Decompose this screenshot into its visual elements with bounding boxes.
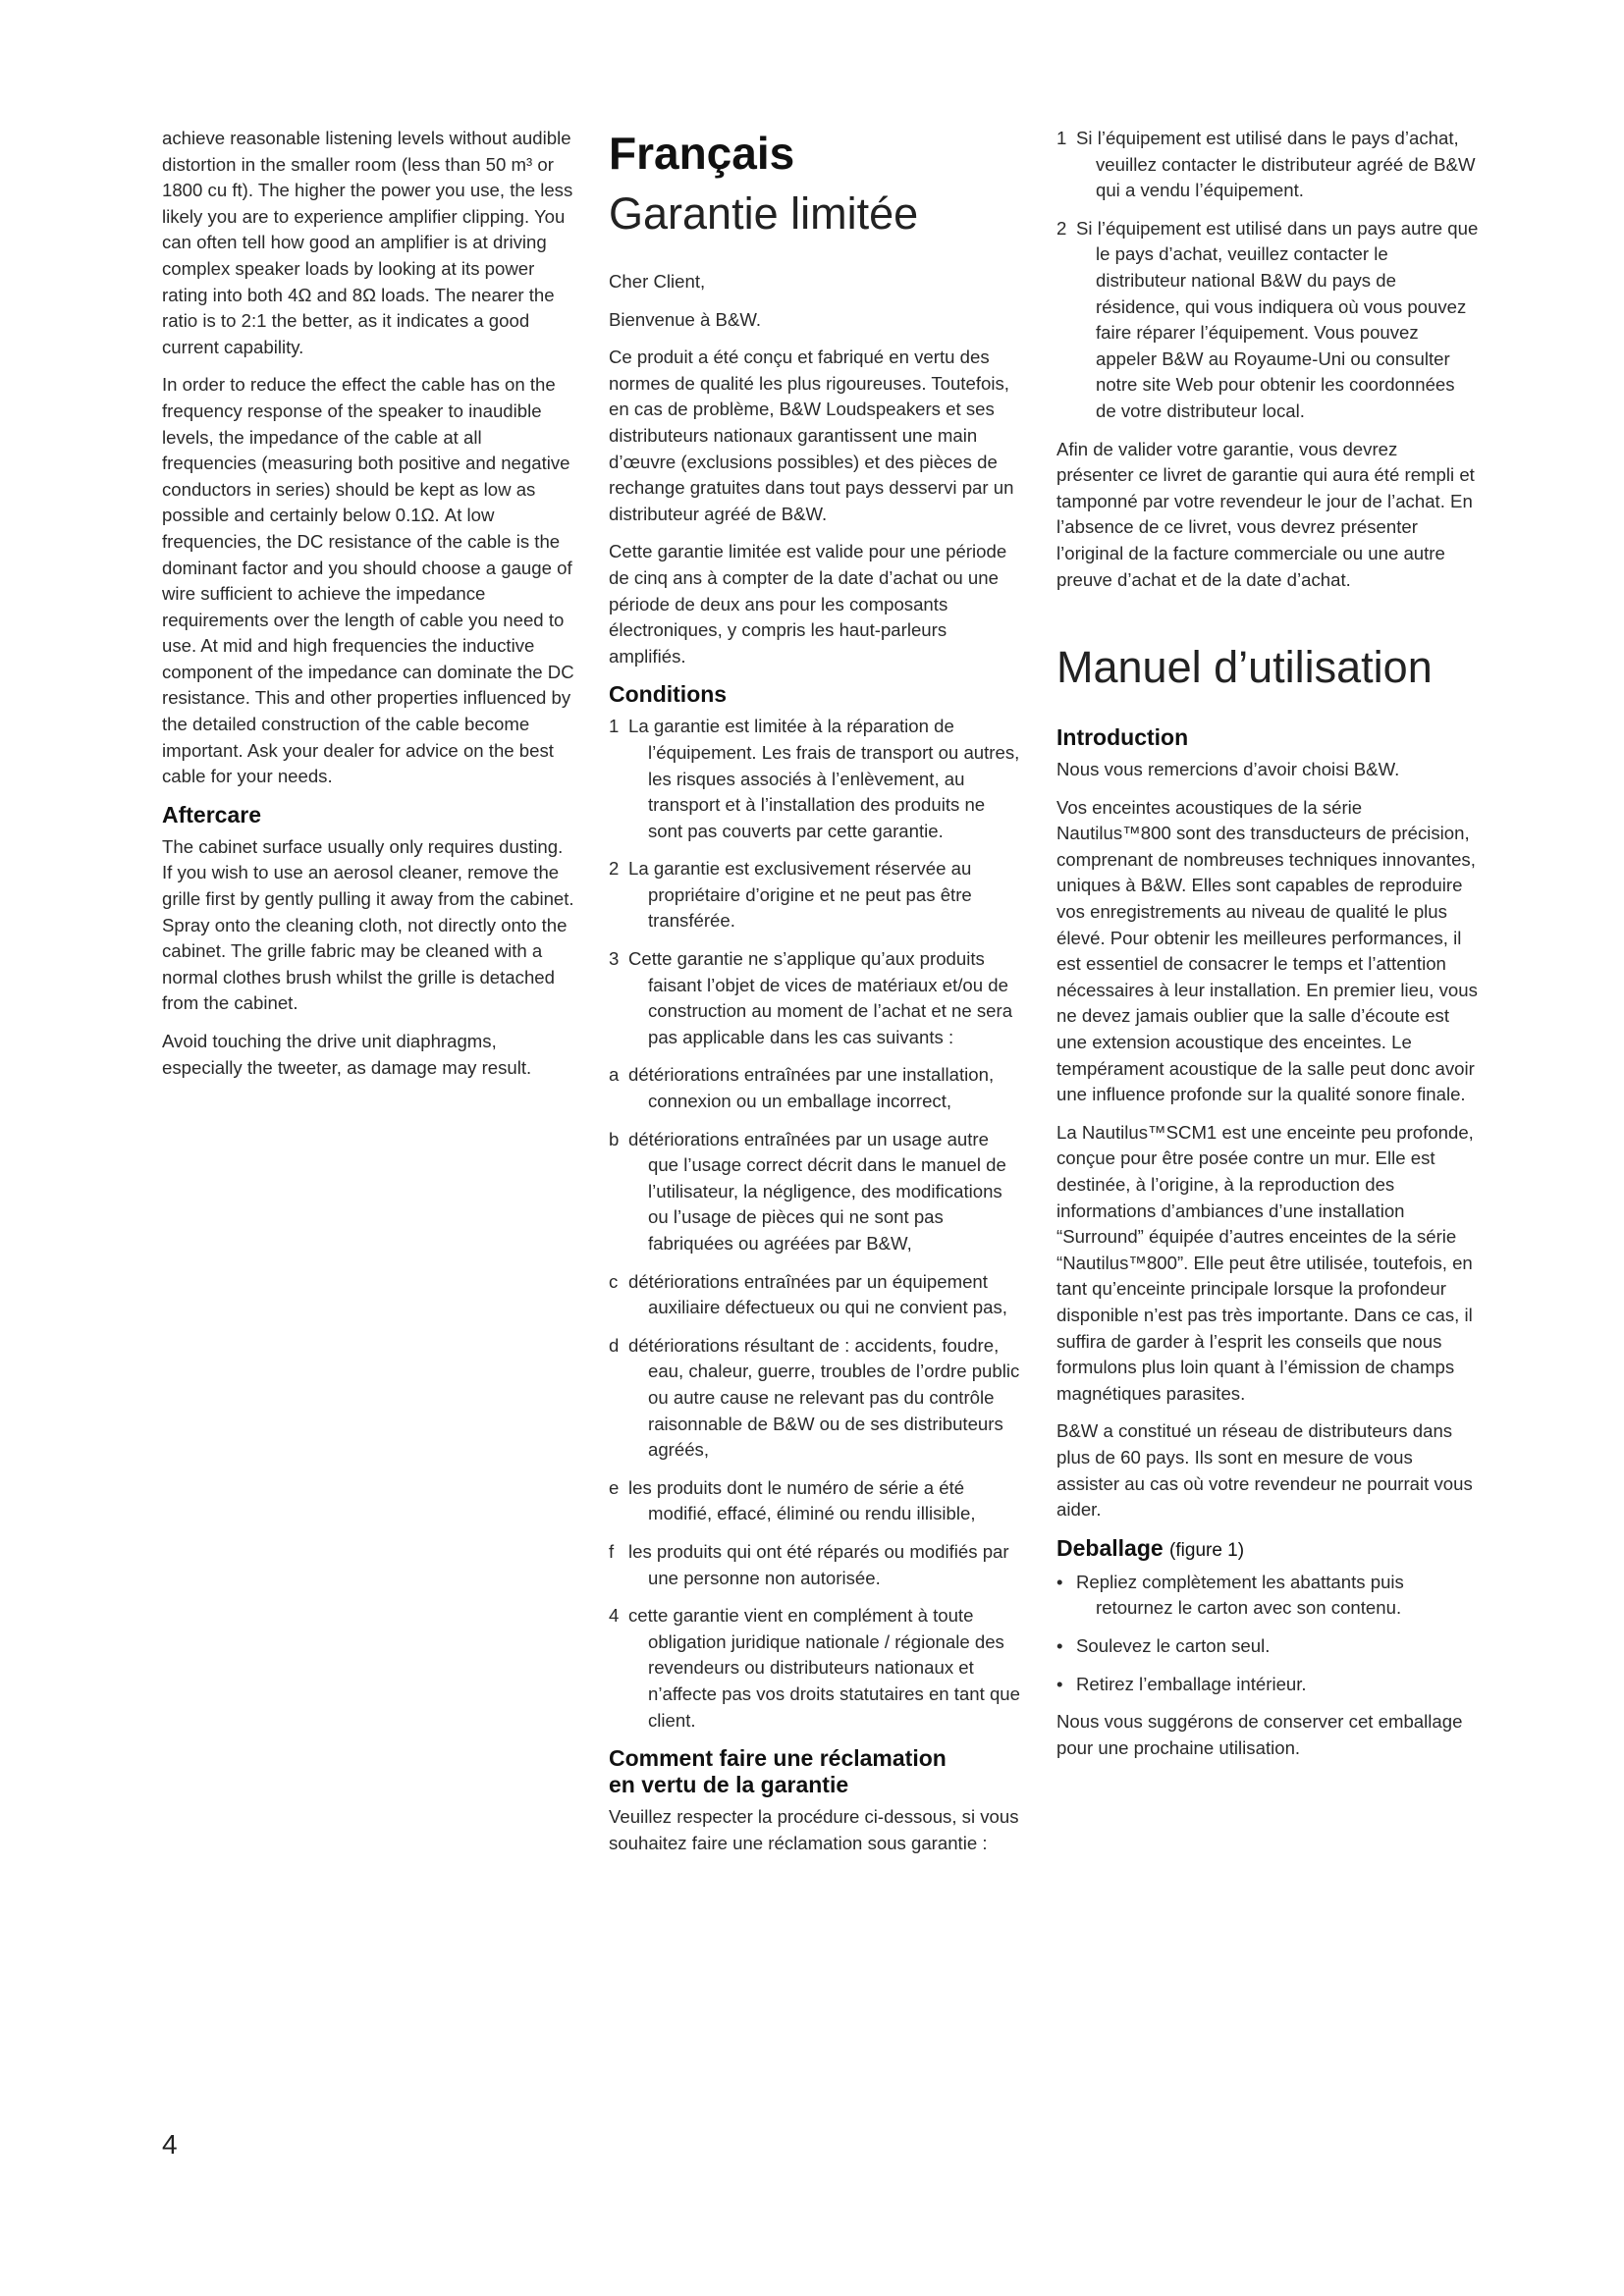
list-marker: f [609, 1540, 615, 1562]
list-item [609, 1127, 1023, 1257]
body-paragraph: B&W a constitué un réseau de distributeurs dans plus de 60 pays. Ils sont en mesure de vous assister au cas où votre revendeur ne pourrait vous aider. [1056, 1420, 1473, 1521]
list-item [609, 1539, 1023, 1591]
list-item [609, 856, 1023, 934]
body-paragraph: Cher Client, [609, 271, 706, 292]
bullet-marker: • [1056, 1571, 1063, 1592]
language-heading: Français [609, 128, 795, 179]
bullet-text: Soulevez le carton seul. [1076, 1634, 1271, 1656]
section-heading-introduction: Introduction [1056, 724, 1189, 751]
list-marker: 3 [609, 948, 620, 970]
list-marker: c [609, 1270, 619, 1292]
list-item [609, 1475, 1023, 1527]
list-item-text: Si l’équipement est utilisé dans le pays d’achat, veuillez contacter le distributeur agréé de B&W qui a vendu l’équipement. [1076, 128, 1476, 201]
list-item-text: Cette garantie ne s’applique qu’aux produits faisant l’objet de vices de matériaux et/ou de construction au moment de l’achat et ne sera pas applicable dans les cas suivants : [628, 948, 1013, 1047]
column-middle [609, 126, 1023, 1868]
list-item [609, 1333, 1023, 1464]
body-paragraph: The cabinet surface usually only requires dusting. If you wish to use an aerosol cleaner, remove the grille first by gently pulling it away from the cabinet. Spray onto the cleaning cloth, not directly onto the cabinet. The grille fabric may be cleaned with a normal clothes brush whilst the grille is detached from the cabinet. [162, 835, 574, 1014]
list-item [609, 946, 1023, 1050]
bullet-marker: • [1056, 1673, 1063, 1694]
list-item [1056, 216, 1479, 425]
list-item-text: détériorations entraînées par une installation, connexion ou un emballage incorrect, [628, 1064, 995, 1112]
body-paragraph: Afin de valider votre garantie, vous devrez présenter ce livret de garantie qui aura été rempli et tamponné par votre revendeur le jour de l’achat. En l’absence de ce livret, vous devrez présenter l’original de la facture commerciale ou une autre preuve d’achat et de la date d’achat. [1056, 438, 1475, 590]
list-marker: 2 [1056, 217, 1067, 239]
list-item-text: les produits dont le numéro de série a été modifié, effacé, éliminé ou rendu illisible, [628, 1476, 976, 1524]
list-item-text: cette garantie vient en complément à toute obligation juridique nationale / régionale des revendeurs ou distributeurs nationaux et n’affecte pas vos droits statutaires en tant que client. [628, 1605, 1020, 1731]
list-item [609, 714, 1023, 844]
list-item [609, 1269, 1023, 1321]
list-marker: 4 [609, 1605, 620, 1627]
section-heading-deballage [1056, 1535, 1479, 1564]
list-marker: 1 [609, 716, 620, 737]
body-paragraph: Vos enceintes acoustiques de la série Nautilus™800 sont des transducteurs de précision, comprenant de nombreuses techniques innovantes, uniques à B&W. Elles sont capables de reproduire vos enregistrements au niveau de qualité le plus élevé. Pour obtenir les meilleures performances, il est essentiel de consacrer le temps et l’attention nécessaires à leur installation. En premier lieu, vous ne devez jamais oublier que la salle d’écoute est une extension acoustique des enceintes. Le tempérament acoustique de la salle peut donc avoir une influence profonde sur la qualité sonore finale. [1056, 796, 1478, 1105]
page-number: 4 [162, 2129, 178, 2160]
list-item-text: La garantie est exclusivement réservée au propriétaire d’origine et ne peut pas être transférée. [628, 858, 972, 932]
section-heading-aftercare: Aftercare [162, 801, 261, 828]
list-marker: a [609, 1064, 620, 1086]
column-left [162, 126, 574, 1093]
section-heading-conditions: Conditions [609, 681, 728, 708]
bullet-item [1056, 1633, 1479, 1660]
body-paragraph: La Nautilus™SCM1 est une enceinte peu profonde, conçue pour être posée contre un mur. Elle est destinée, à l’origine, à la reproduction des informations d’ambiances d’une installation “Surround” équipée d’autres enceintes de la série “Nautilus™800”. Elle peut être utilisée, toutefois, en tant qu’enceinte principale lorsque la profondeur disponible n’est pas très importante. Dans ce cas, il suffira de garder à l’esprit les conseils que nous formulons plus loin quant à l’émission de champs magnétiques parasites. [1056, 1121, 1474, 1404]
list-item-text: détériorations entraînées par un usage autre que l’usage correct décrit dans le manuel de l’utilisateur, la négligence, des modifications ou l’usage de pièces qui ne sont pas fabriquées ou agréées par B&W, [628, 1128, 1006, 1254]
bullet-text: Retirez l’emballage intérieur. [1076, 1673, 1307, 1694]
bullet-text: Repliez complètement les abattants puis retournez le carton avec son contenu. [1076, 1571, 1404, 1619]
bullet-item [1056, 1570, 1479, 1622]
page-title: Garantie limitée [609, 188, 919, 239]
body-paragraph: Ce produit a été conçu et fabriqué en vertu des normes de qualité les plus rigoureuses. Toutefois, en cas de problème, B&W Loudspeakers et ses distributeurs nationaux garantissent une main d’œuvre (exclusions possibles) et des pièces de rechange gratuites dans tout pays desservi par un distributeur agréé de B&W. [609, 347, 1014, 524]
body-paragraph: Cette garantie limitée est valide pour une période de cinq ans à compter de la date d’achat ou une période de deux ans pour les composants électroniques, y compris les haut-parleurs amplifiés. [609, 541, 1007, 667]
list-item [609, 1603, 1023, 1734]
list-marker: e [609, 1476, 620, 1498]
list-item-text: les produits qui ont été réparés ou modifiés par une personne non autorisée. [628, 1540, 1009, 1588]
claim-heading-line2: en vertu de la garantie [609, 1772, 849, 1798]
list-item [609, 1062, 1023, 1114]
list-item [1056, 126, 1479, 204]
body-paragraph: Veuillez respecter la procédure ci-dessous, si vous souhaitez faire une réclamation sous garantie : [609, 1806, 1019, 1853]
body-paragraph: Avoid touching the drive unit diaphragms, especially the tweeter, as damage may result. [162, 1031, 532, 1078]
body-paragraph: Nous vous remercions d’avoir choisi B&W. [1056, 759, 1400, 780]
list-marker: d [609, 1334, 620, 1356]
body-paragraph: Nous vous suggérons de conserver cet emballage pour une prochaine utilisation. [1056, 1711, 1463, 1758]
claim-heading-line1: Comment faire une réclamation [609, 1745, 947, 1772]
body-paragraph: achieve reasonable listening levels without audible distortion in the smaller room (less than 50 m³ or 1800 cu ft). The higher the power you use, the less likely you are to experience amplifier clipping. You can often tell how good an amplifier is at driving complex speaker loads by looking at its power rating into both 4Ω and 8Ω loads. The nearer the ratio is to 2:1 the better, as it indicates a good current capability. [162, 128, 573, 357]
body-paragraph: In order to reduce the effect the cable has on the frequency response of the speaker to inaudible levels, the impedance of the cable at all frequencies (measuring both positive and negative conductors in series) should be kept as low as possible and certainly below 0.1Ω. At low frequencies, the DC resistance of the cable is the dominant factor and you should choose a gauge of wire sufficient to achieve the impedance requirements over the length of cable you need to use. At mid and high frequencies the inductive component of the impedance can dominate the DC resistance. This and other properties influenced by the detailed construction of the cable become important. Ask your dealer for advice on the best cable for your needs. [162, 374, 574, 787]
deballage-heading-text: Deballage [1056, 1534, 1164, 1561]
bullet-marker: • [1056, 1634, 1063, 1656]
list-marker: b [609, 1128, 620, 1149]
section-heading-claim [609, 1745, 1023, 1798]
body-paragraph: Bienvenue à B&W. [609, 308, 762, 330]
list-item-text: Si l’équipement est utilisé dans un pays autre que le pays d’achat, veuillez contacter le distributeur national B&W du pays de résidence, qui vous indiquera où vous pouvez faire réparer l’équipement. Vous pouvez appeler B&W au Royaume-Uni ou consulter notre site Web pour obtenir les coordonnées de votre distributeur local. [1076, 217, 1479, 421]
list-marker: 2 [609, 858, 620, 880]
list-item-text: La garantie est limitée à la réparation de l’équipement. Les frais de transport ou autres, les risques associés à l’enlèvement, au transport et à l’installation des produits ne sont pas couverts par cette garantie. [628, 716, 1020, 841]
figure-reference: (figure 1) [1169, 1539, 1245, 1561]
column-right [1056, 126, 1479, 1773]
list-item-text: détériorations résultant de : accidents, foudre, eau, chaleur, guerre, troubles de l’ordre public ou autre cause ne relevant pas du contrôle raisonnable de B&W ou de ses distributeurs agréés, [628, 1334, 1020, 1461]
list-marker: 1 [1056, 128, 1067, 148]
list-item-text: détériorations entraînées par un équipement auxiliaire défectueux ou qui ne convient pas, [628, 1270, 1007, 1318]
bullet-item [1056, 1672, 1479, 1698]
manual-title: Manuel d’utilisation [1056, 642, 1433, 693]
